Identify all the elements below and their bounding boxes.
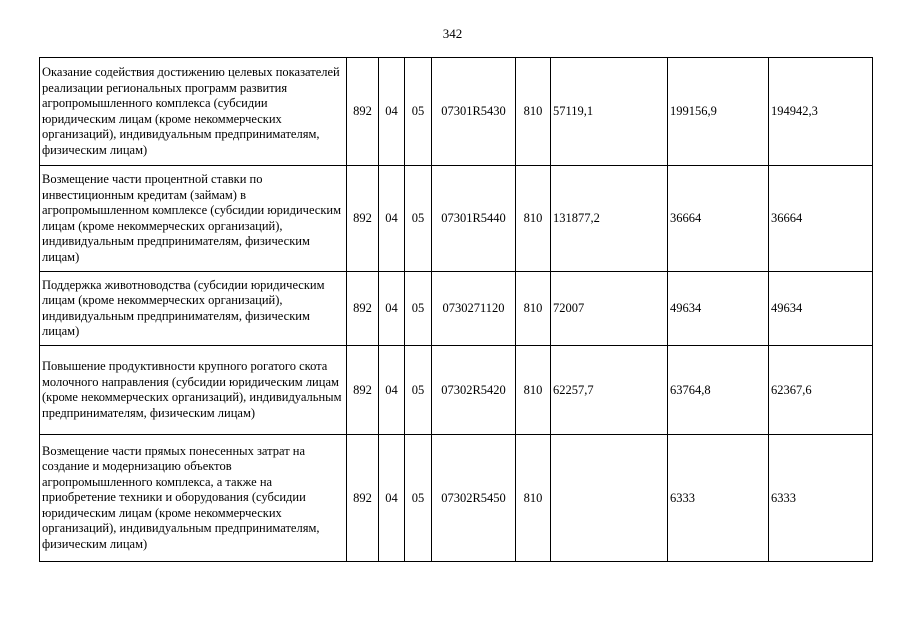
section-code: 04: [379, 166, 405, 272]
subsection-code: 05: [405, 272, 432, 346]
section-code: 04: [379, 272, 405, 346]
amount-year-2: 199156,9: [668, 58, 769, 166]
expense-type-code: 810: [516, 435, 551, 562]
target-article-code: 07302R5420: [432, 346, 516, 435]
grbs-code: 892: [347, 346, 379, 435]
target-article-code: 0730271120: [432, 272, 516, 346]
page-number: 342: [442, 26, 463, 41]
grbs-code: 892: [347, 272, 379, 346]
amount-year-1: 72007: [551, 272, 668, 346]
amount-year-2: 49634: [668, 272, 769, 346]
amount-year-2: 6333: [668, 435, 769, 562]
grbs-code: 892: [347, 58, 379, 166]
subsection-code: 05: [405, 346, 432, 435]
table-row: [40, 272, 873, 346]
amount-year-2: 63764,8: [668, 346, 769, 435]
target-article-code: 07301R5440: [432, 166, 516, 272]
table-row: [40, 346, 873, 435]
section-code: 04: [379, 58, 405, 166]
table-row: [40, 435, 873, 562]
target-article-code: 07302R5450: [432, 435, 516, 562]
subsection-code: 05: [405, 58, 432, 166]
amount-year-1: 57119,1: [551, 58, 668, 166]
expense-type-code: 810: [516, 272, 551, 346]
expense-name: Возмещение части процентной ставки по инвестиционным кредитам (займам) в агропромышленном комплексе (субсидии юридическим лицам (кроме некоммерческих организаций), индивидуальным предпринимателям, физическим лицам): [40, 166, 347, 272]
expense-type-code: 810: [516, 58, 551, 166]
expense-name: Повышение продуктивности крупного рогатого скота молочного направления (субсидии юридическим лицам (кроме некоммерческих организаций), индивидуальным предпринимателям, физическим лицам): [40, 346, 347, 435]
amount-year-3: 194942,3: [769, 58, 873, 166]
expense-name: Оказание содействия достижению целевых показателей реализации региональных программ развития агропромышленного комплекса (субсидии юридическим лицам (кроме некоммерческих организаций), индивидуальным предпринимателям, физическим лицам): [40, 58, 347, 166]
expense-name: Поддержка животноводства (субсидии юридическим лицам (кроме некоммерческих организаций), индивидуальным предпринимателям, физическим лицам): [40, 272, 347, 346]
section-code: 04: [379, 346, 405, 435]
amount-year-3: 6333: [769, 435, 873, 562]
amount-year-1: 131877,2: [551, 166, 668, 272]
subsection-code: 05: [405, 166, 432, 272]
table-row: [40, 166, 873, 272]
amount-year-2: 36664: [668, 166, 769, 272]
grbs-code: 892: [347, 435, 379, 562]
amount-year-3: 62367,6: [769, 346, 873, 435]
expense-type-code: 810: [516, 166, 551, 272]
target-article-code: 07301R5430: [432, 58, 516, 166]
expense-name: Возмещение части прямых понесенных затрат на создание и модернизацию объектов агропромышленного комплекса, а также на приобретение техники и оборудования (субсидии юридическим лицам (кроме некоммерческих организаций), индивидуальным предпринимателям, физическим лицам): [40, 435, 347, 562]
grbs-code: 892: [347, 166, 379, 272]
section-code: 04: [379, 435, 405, 562]
amount-year-1: 62257,7: [551, 346, 668, 435]
amount-year-3: 49634: [769, 272, 873, 346]
budget-table: [39, 57, 873, 562]
amount-year-1: [551, 435, 668, 562]
subsection-code: 05: [405, 435, 432, 562]
table-row: [40, 58, 873, 166]
expense-type-code: 810: [516, 346, 551, 435]
amount-year-3: 36664: [769, 166, 873, 272]
